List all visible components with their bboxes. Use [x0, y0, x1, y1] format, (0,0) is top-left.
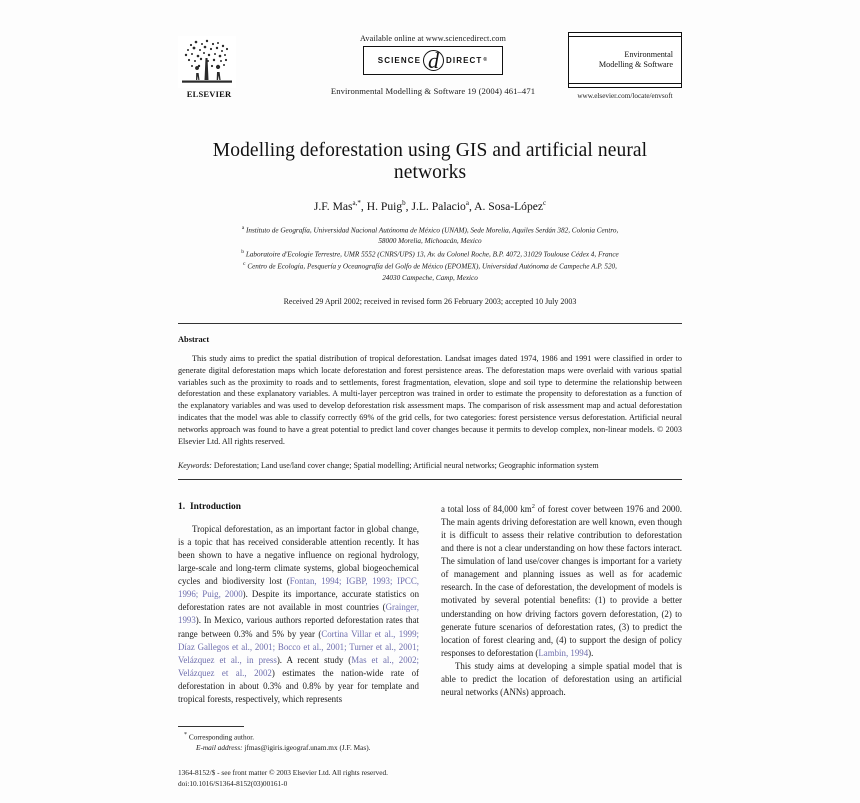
- affiliation-mark: c: [243, 261, 246, 268]
- author-name: H. Puig: [366, 199, 403, 213]
- journal-cover-title: [573, 50, 677, 71]
- keywords-label: Keywords:: [178, 460, 212, 470]
- imprint-block: [178, 768, 419, 789]
- journal-cover-box: [568, 32, 682, 88]
- sciencedirect-block: [310, 34, 556, 96]
- citation-link[interactable]: Grainger, 1993: [178, 602, 419, 626]
- available-online-text: Available online at www.sciencedirect.com: [360, 34, 506, 43]
- superscript-unit-exponent: 2: [531, 502, 535, 510]
- email-label: E-mail address:: [196, 743, 243, 753]
- right-text-c: ).: [588, 647, 594, 658]
- author-entry: [411, 200, 469, 213]
- affiliation-text: Centro de Ecología, Pesquería y Oceanografía del Golfo de México (EPOMEX), Universidad Autónoma de Campeche A.P. 520,: [247, 262, 617, 271]
- author-entry: [474, 200, 546, 213]
- author-list: J.F. Mas$^{a,*}$, H. Puig$^b$, J.L. Palacio$^a$, A. Sosa-López$^c$: [313, 199, 547, 213]
- sciencedirect-trademark: ®: [483, 57, 489, 63]
- journal-title-line-2: Modelling & Software: [598, 60, 673, 69]
- body-columns: [178, 502, 682, 790]
- author-entry: [314, 200, 361, 213]
- footnote-rule: [178, 726, 244, 727]
- footnote-corresponding-author: [178, 731, 419, 743]
- intro-text-a: Tropical deforestation, as an important factor in global change, is a topic that has received considerable attention recently. It has been shown to have a negative influence on regional hydrology, large-scale and long-term climate systems, global biogeochemical cycles and biodiversity lost (: [178, 523, 419, 587]
- intro-text-c: ). In Mexico, various authors reported deforestation rates that range between 0.3% and 5% by year (: [178, 615, 419, 639]
- imprint-doi[interactable]: doi:10.1016/S1364-8152(03)00161-0: [178, 778, 288, 788]
- affiliation-line: [178, 248, 682, 261]
- footnote-block: [178, 726, 419, 789]
- intro-paragraph-right-1: [441, 502, 682, 660]
- journal-cover-block: [568, 32, 682, 100]
- author-name: J.L. Palacio: [411, 199, 466, 213]
- intro-text-b: ). Despite its importance, accurate statistics on deforestation rates are not available in most countries (: [178, 589, 420, 613]
- author-marks: a: [465, 199, 469, 207]
- author-entry: [367, 200, 406, 213]
- column-right: [441, 502, 682, 790]
- keywords-text: Deforestation; Land use/land cover change; Spatial modelling; Artificial neural networks; Geographic information system: [213, 460, 599, 470]
- paper-title: Modelling deforestation using GIS and artificial neural networks: [212, 140, 648, 183]
- affiliation-mark: b: [241, 248, 245, 255]
- citation-link[interactable]: Cortina Villar et al., 1999; Díaz Gallegos et al., 2001; Bocco et al., 2001; Turner et al., 2001; Velázquez et al., in press: [178, 628, 419, 665]
- affiliation-line: [178, 224, 682, 237]
- paper-content-area: [178, 30, 682, 789]
- footnote-corresponding-text: Corresponding author.: [188, 732, 255, 742]
- citation-link[interactable]: Mas et al., 2002; Velázquez et al., 2002: [178, 654, 420, 678]
- footnote-email: [178, 743, 419, 754]
- email-address[interactable]: jfmas@igiris.igeograf.unam.mx (J.F. Mas).: [244, 743, 371, 753]
- publisher-name: ELSEVIER: [186, 89, 232, 99]
- sciencedirect-science-word: SCIENCE: [377, 55, 422, 65]
- affiliation-line: [178, 260, 682, 273]
- affiliation-line: [178, 236, 682, 247]
- journal-masthead: [178, 30, 682, 118]
- journal-url: www.elsevier.com/locate/envsoft: [577, 92, 673, 100]
- divider-below-keywords: [178, 479, 682, 480]
- affiliation-text: 58000 Morelia, Michoacán, Mexico: [378, 237, 482, 246]
- affiliation-mark: a: [241, 224, 245, 231]
- affiliation-text: Instituto de Geografía, Universidad Nacional Autónoma de México (UNAM), Sede Morelia, Aquiles Serdán 382, Colonia Centro,: [246, 226, 619, 235]
- affiliation-text: Laboratoire d'Ecologie Terrestre, UMR 5552 (CNRS/UPS) 13, Av. du Colonel Roche, B.P. 4072, 31029 Toulouse Cédex 4, France: [245, 249, 619, 258]
- sciencedirect-d-icon: d: [423, 50, 444, 71]
- received-dates: Received 29 April 2002; received in revised form 26 February 2003; accepted 10 July 2003: [283, 296, 577, 306]
- section-heading-introduction: [178, 502, 419, 512]
- journal-title-line-1: Environmental: [624, 49, 673, 59]
- affiliations: [178, 224, 682, 284]
- author-marks: c: [543, 199, 547, 207]
- right-text-a: a total loss of 84,000 km: [441, 503, 532, 514]
- elsevier-tree-icon: [178, 36, 236, 88]
- journal-reference: Environmental Modelling & Software 19 (2004) 461–471: [330, 86, 536, 96]
- citation-link[interactable]: Fontan, 1994; IGBP, 1993; IPCC, 1996; Puig, 2000: [178, 576, 419, 600]
- intro-text-e: ) estimates the nation-wide rate of deforestation in about 0.3% and 0.8% by year for template and tropical forests, respectively, which represents: [178, 667, 419, 704]
- intro-text-d: ). A recent study (: [276, 654, 352, 665]
- author-marks: b: [402, 199, 406, 207]
- intro-paragraph-left: [178, 523, 419, 706]
- publisher-logo-block: [178, 36, 240, 99]
- section-number: 1.: [178, 501, 186, 512]
- author-marks: a,*: [352, 199, 361, 207]
- divider-above-abstract: [178, 323, 682, 324]
- author-name: A. Sosa-López: [474, 199, 544, 213]
- sciencedirect-direct-word: DIRECT: [446, 55, 483, 65]
- sciencedirect-logo: [363, 46, 503, 75]
- abstract-heading: Abstract: [178, 334, 210, 344]
- right-text-b: of forest cover between 1976 and 2000. The main agents driving deforestation are well known, even though it is difficult to assess their relative contribution to deforestation and there is not a clear understanding on how these factors interact. The simulation of land use/cover changes is important for a variety of management and planning issues as well as for academic research. In the case of deforestation, the development of models is motivated by several potential benefits: (1) to provide a better understanding on how driving factors govern deforestation, (2) to generate future scenarios of deforestation rates, (3) to predict the location of forest clearing and, (4) to support the design of policy responses to deforestation (: [441, 503, 682, 658]
- intro-paragraph-right-2: This study aims at developing a simple spatial model that is able to predict the location of deforestation using an artificial neural networks (ANNs) approach.: [441, 660, 682, 697]
- author-name: J.F. Mas: [313, 199, 353, 213]
- abstract-text: This study aims to predict the spatial distribution of tropical deforestation. Landsat images dated 1974, 1986 and 1991 were classified in order to generate digital deforestation maps which locate deforestation and forest persistence areas. The deforestation maps were overlaid with various spatial variables such as the proximity to roads and to settlements, forest fragmentation, elevation, slope and soil type to determine the relationship between deforestation and these explanatory variables. A multi-layer perceptron was trained in order to estimate the propensity to deforestation as a function of the explanatory variables and was used to develop deforestation risk assessment maps. The comparison of risk assessment map and actual deforestation indicates that the model was able to classify correctly 69% of the grid cells, for two categories: forest persistence versus deforestation. Artificial neural networks approach was found to have a great potential to predict land cover changes because it permits to develop complex, non-linear models. © 2003 Elsevier Ltd. All rights reserved.: [178, 353, 682, 447]
- keywords: [178, 461, 682, 470]
- column-left: [178, 502, 419, 790]
- citation-link[interactable]: Lambin, 1994: [538, 647, 589, 658]
- section-title: Introduction: [190, 501, 241, 512]
- footnote-star-marker: *: [184, 732, 187, 739]
- affiliation-line: [178, 273, 682, 284]
- imprint-line-1: 1364-8152/$ - see front matter © 2003 Elsevier Ltd. All rights reserved.: [178, 768, 389, 778]
- affiliation-text: 24030 Campeche, Camp, Mexico: [382, 273, 478, 282]
